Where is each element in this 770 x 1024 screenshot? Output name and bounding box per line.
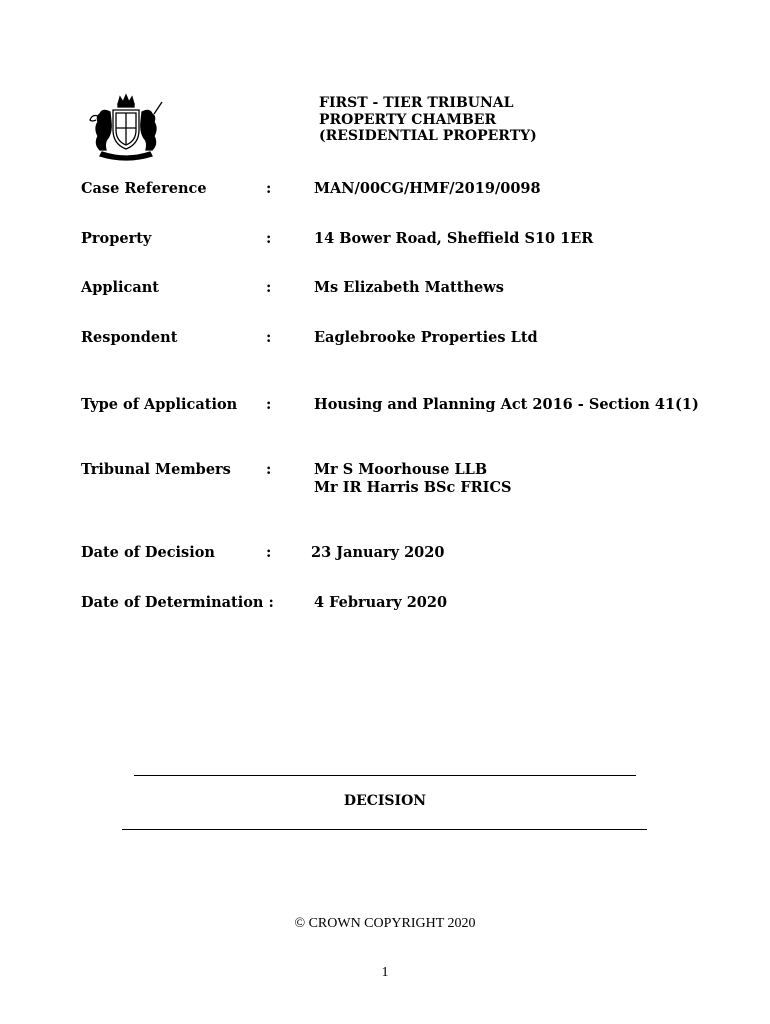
decision-heading: DECISION — [343, 793, 427, 809]
date-of-determination-label: Date of Determination : — [81, 594, 274, 611]
property-value: 14 Bower Road, Sheffield S10 1ER — [314, 230, 594, 247]
page-number: 1 — [381, 965, 389, 980]
bottom-rule — [122, 829, 647, 830]
case-reference-colon: : — [266, 180, 272, 197]
tribunal-members-label: Tribunal Members — [81, 461, 231, 478]
tribunal-heading-line-1: FIRST - TIER TRIBUNAL — [319, 95, 514, 111]
property-label: Property — [81, 230, 152, 247]
case-reference-value: MAN/00CG/HMF/2019/0098 — [314, 180, 541, 197]
property-colon: : — [266, 230, 272, 247]
date-of-decision-value: 23 January 2020 — [311, 544, 445, 561]
tribunal-member-2: Mr IR Harris BSc FRICS — [314, 479, 512, 496]
royal-coat-of-arms-icon — [80, 92, 172, 162]
respondent-colon: : — [266, 329, 272, 346]
top-rule — [134, 775, 636, 776]
applicant-label: Applicant — [81, 279, 160, 296]
date-of-determination-value: 4 February 2020 — [314, 594, 448, 611]
applicant-colon: : — [266, 279, 272, 296]
type-of-application-label: Type of Application — [81, 396, 238, 413]
tribunal-heading-line-3: (RESIDENTIAL PROPERTY) — [319, 128, 537, 144]
tribunal-heading-line-2: PROPERTY CHAMBER — [319, 111, 497, 128]
case-reference-label: Case Reference — [81, 180, 207, 197]
applicant-value: Ms Elizabeth Matthews — [314, 279, 504, 296]
type-of-application-value: Housing and Planning Act 2016 - Section 41(1) — [314, 396, 699, 413]
copyright-notice: © CROWN COPYRIGHT 2020 — [294, 916, 476, 931]
tribunal-member-1: Mr S Moorhouse LLB — [314, 461, 488, 478]
tribunal-heading — [319, 95, 537, 145]
date-of-decision-colon: : — [266, 544, 272, 561]
tribunal-members-colon: : — [266, 461, 272, 478]
respondent-value: Eaglebrooke Properties Ltd — [314, 329, 538, 346]
respondent-label: Respondent — [81, 329, 178, 346]
date-of-decision-label: Date of Decision — [81, 544, 215, 561]
type-of-application-colon: : — [266, 396, 272, 413]
